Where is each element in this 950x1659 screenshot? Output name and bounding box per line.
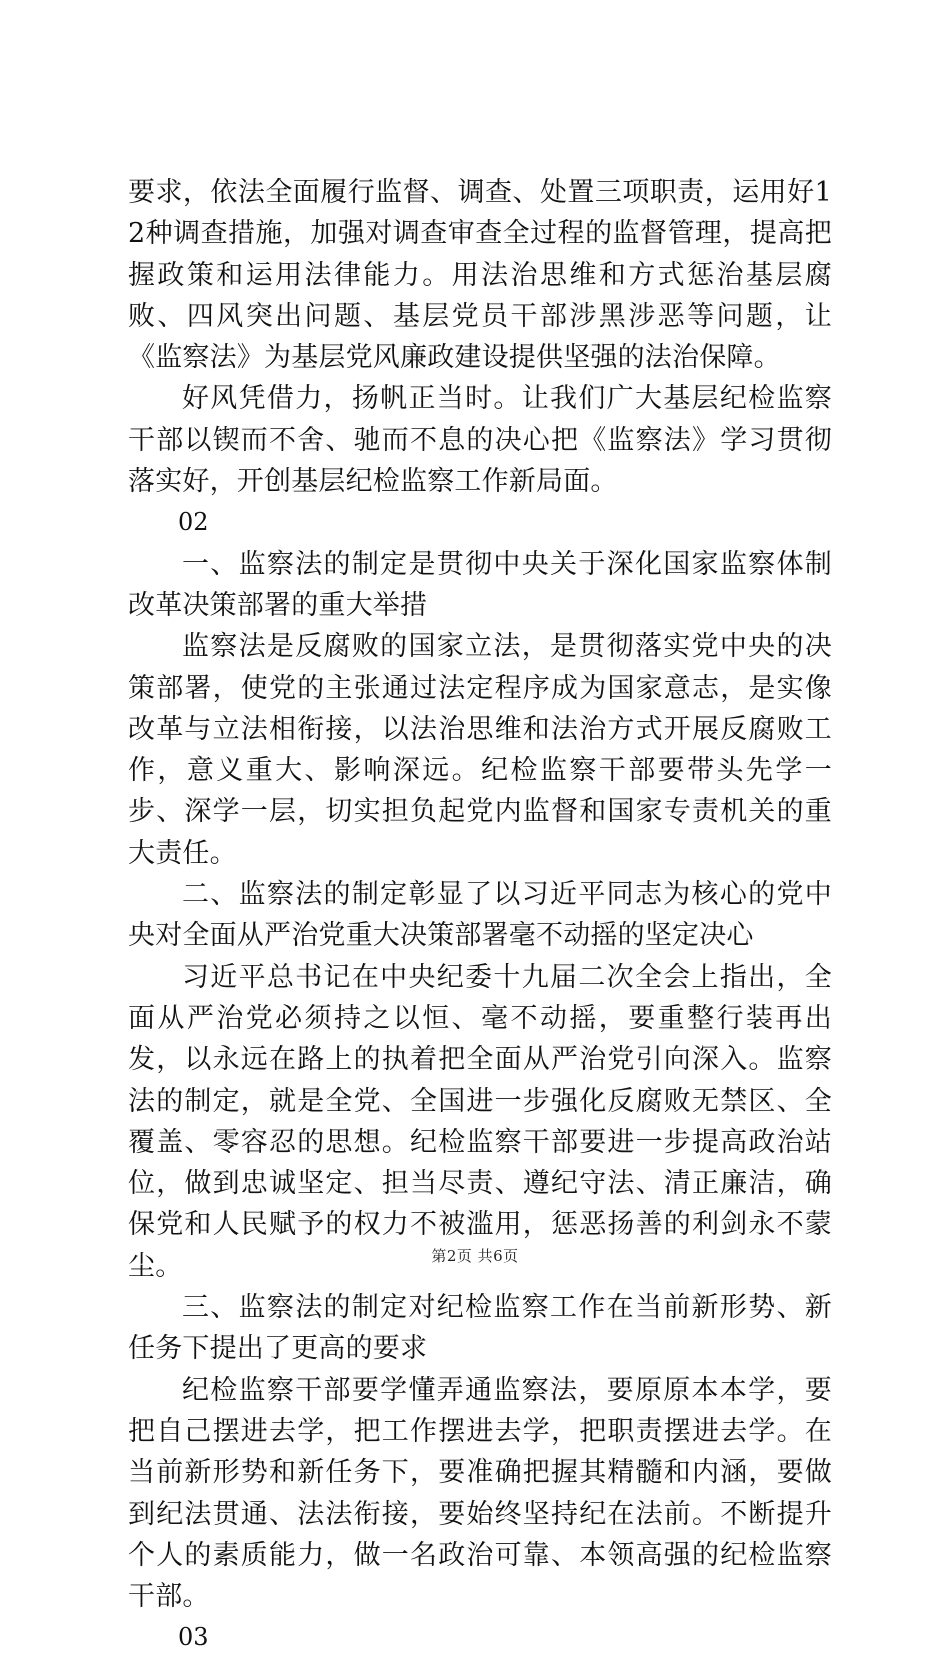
heading-three: 三、监察法的制定对纪检监察工作在当前新形势、新任务下提出了更高的要求	[128, 1292, 832, 1365]
paragraph-closing: 好风凭借力，扬帆正当时。让我们广大基层纪检监察干部以锲而不舍、驰而不息的决心把《监察法》学习贯彻落实好，开创基层纪检监察工作新局面。	[128, 383, 832, 498]
paragraph-one: 监察法是反腐败的国家立法，是贯彻落实党中央的决策部署，使党的主张通过法定程序成为国家意志，是实像改革与立法相衔接，以法治思维和法治方式开展反腐败工作，意义重大、影响深远。纪检监察干部要带头先学一步、深学一层，切实担负起党内监督和国家专责机关的重大责任。	[128, 631, 832, 869]
page-footer: 第2页 共6页	[431, 1247, 519, 1265]
section-number-03: 03	[178, 1623, 209, 1652]
heading-two: 二、监察法的制定彰显了以习近平同志为核心的党中央对全面从严治党重大决策部署毫不动摇的坚定决心	[128, 879, 832, 952]
heading-one: 一、监察法的制定是贯彻中央关于深化国家监察体制改革决策部署的重大举措	[128, 548, 832, 621]
paragraph-three: 纪检监察干部要学懂弄通监察法，要原原本本学，要把自己摆进去学，把工作摆进去学，把职责摆进去学。在当前新形势和新任务下，要准确把握其精髓和内涵，要做到纪法贯通、法法衔接，要始终坚持纪在法前。不断提升个人的素质能力，做一名政治可靠、本领高强的纪检监察干部。	[128, 1374, 832, 1613]
paragraph-two: 习近平总书记在中央纪委十九届二次全会上指出，全面从严治党必须持之以恒、毫不动摇，要重整行装再出发，以永远在路上的执着把全面从严治党引向深入。监察法的制定，就是全党、全国进一步强化反腐败无禁区、全覆盖、零容忍的思想。纪检监察干部要进一步提高政治站位，做到忠诚坚定、担当尽责、遵纪守法、清正廉洁，确保党和人民赋予的权力不被滥用，惩恶扬善的利剑永不蒙尘。	[128, 961, 832, 1282]
paragraph-continuation: 要求，依法全面履行监督、调查、处置三项职责，运用好12种调查措施，加强对调查审查全过程的监督管理，提高把握政策和运用法律能力。用法治思维和方式惩治基层腐败、四风突出问题、基层党员干部涉黑涉恶等问题，让《监察法》为基层党风廉政建设提供坚强的法治保障。	[128, 177, 832, 374]
section-number-02: 02	[178, 508, 209, 537]
document-body	[128, 172, 832, 1659]
